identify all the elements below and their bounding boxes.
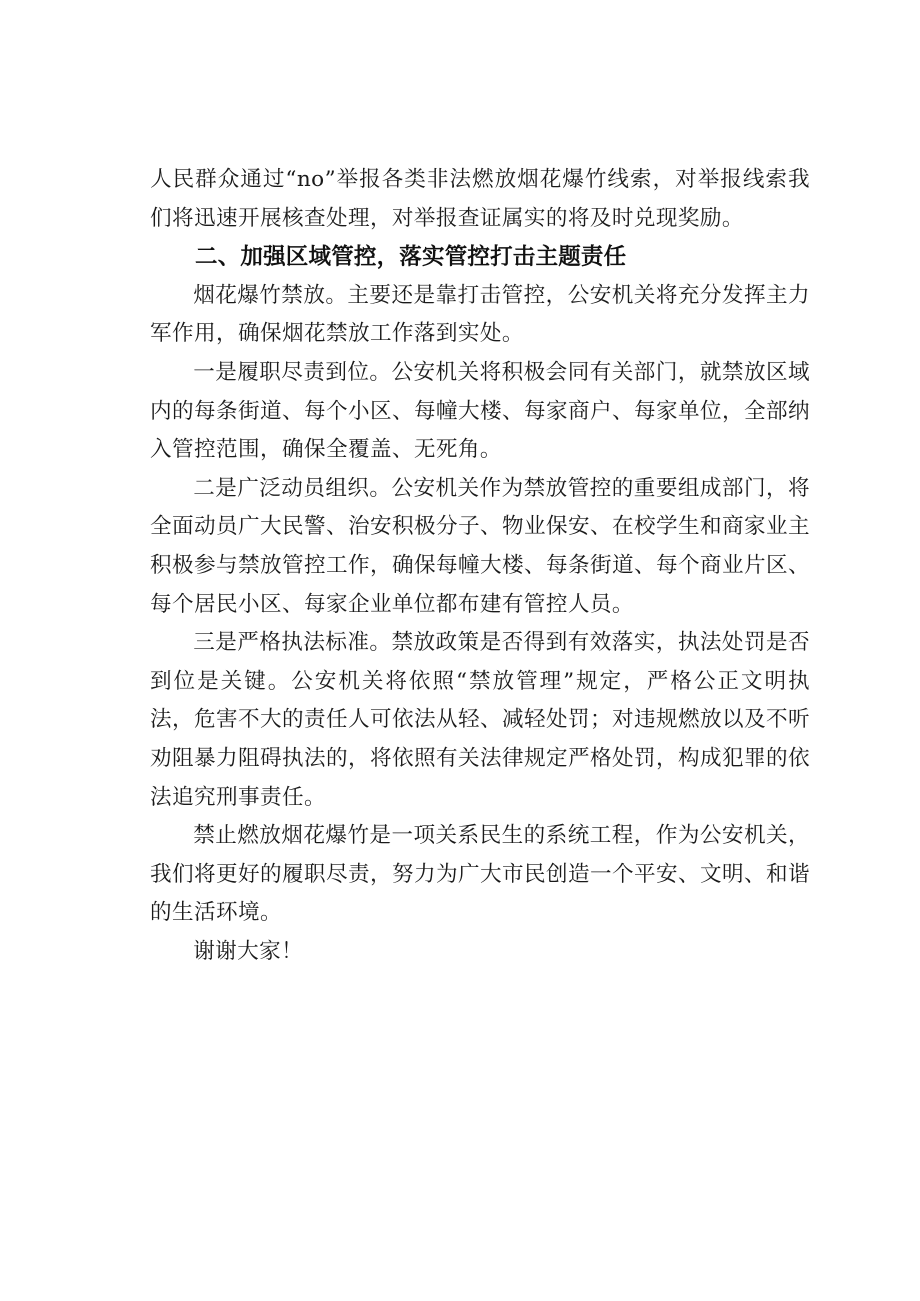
paragraph-point-one: 一是履职尽责到位。公安机关将积极会同有关部门，就禁放区域内的每条街道、每个小区、每幢大楼、每家商户、每家单位，全部纳入管控范围，确保全覆盖、无死角。	[150, 359, 810, 463]
paragraph-point-two: 二是广泛动员组织。公安机关作为禁放管控的重要组成部门，将全面动员广大民警、治安积极分子、物业保安、在校学生和商家业主积极参与禁放管控工作，确保每幢大楼、每条街道、每个商业片区、每个居民小区、每家企业单位都布建有管控人员。	[150, 475, 810, 617]
paragraph-thanks: 谢谢大家！	[193, 938, 304, 964]
paragraph-intro: 烟花爆竹禁放。主要还是靠打击管控，公安机关将充分发挥主力军作用，确保烟花禁放工作落到实处。	[150, 282, 810, 347]
document-body	[150, 161, 810, 971]
paragraph-continuation: 人民群众通过“no”举报各类非法燃放烟花爆竹线索，对举报线索我们将迅速开展核查处理，对举报查证属实的将及时兑现奖励。	[150, 167, 810, 231]
paragraph-conclusion: 禁止燃放烟花爆竹是一项关系民生的系统工程，作为公安机关，我们将更好的履职尽责，努力为广大市民创造一个平安、文明、和谐的生活环境。	[150, 823, 810, 926]
section-heading: 二、加强区域管控，落实管控打击主题责任	[195, 244, 627, 271]
paragraph-point-three: 三是严格执法标准。禁放政策是否得到有效落实，执法处罚是否到位是关键。公安机关将依照“禁放管理”规定，严格公正文明执法，危害不大的责任人可依法从轻、减轻处罚；对违规燃放以及不听劝阻暴力阻碍执法的，将依照有关法律规定严格处罚，构成犯罪的依法追究刑事责任。	[150, 630, 810, 810]
